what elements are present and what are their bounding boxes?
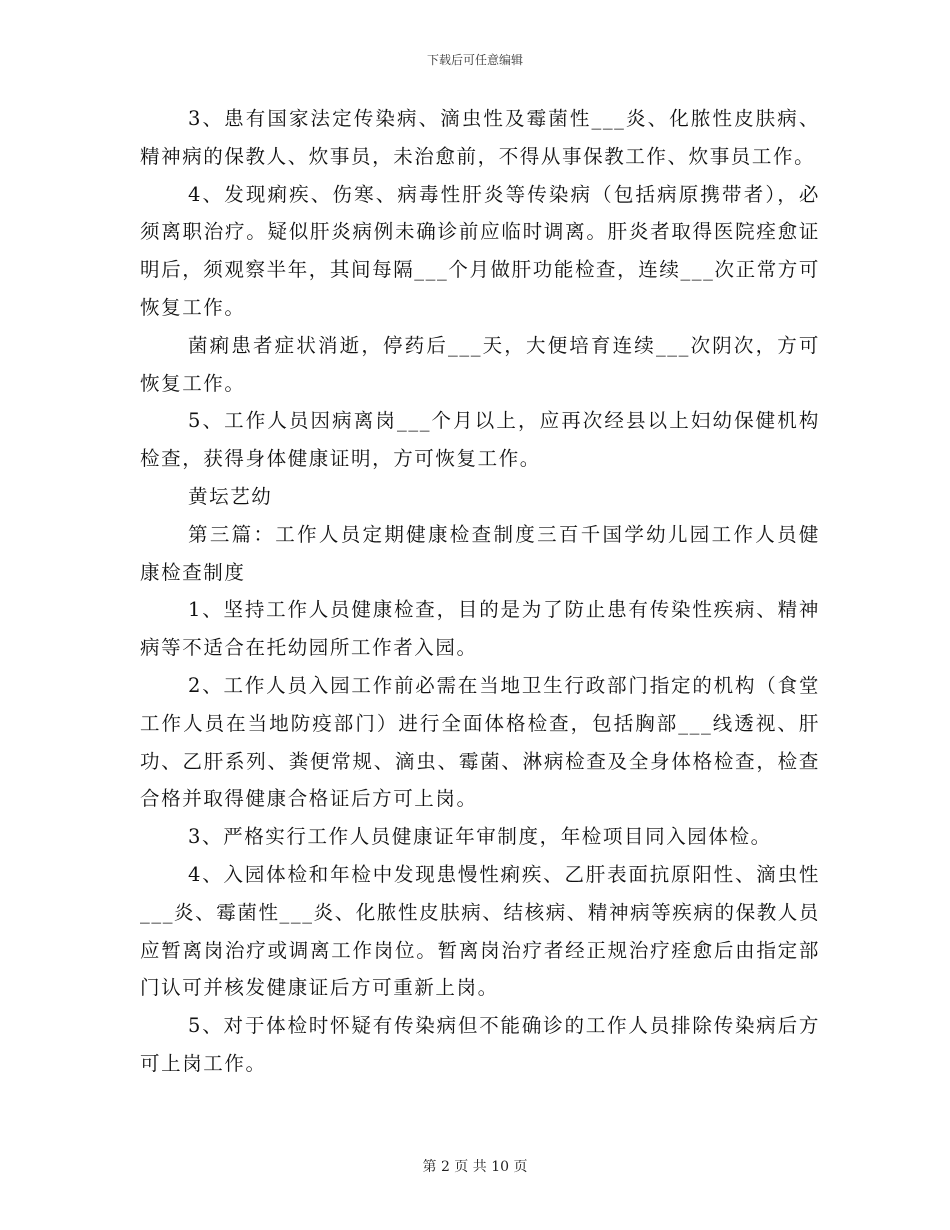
paragraph-dysentery: 菌痢患者症状消逝，停药后___天，大便培育连续___次阴次，方可恢复工作。 <box>140 333 820 395</box>
paragraph-5-sick-leave: 5、工作人员因病离岗___个月以上，应再次经县以上妇幼保健机构检查，获得身体健康证明，方可恢复工作。 <box>140 409 820 471</box>
paragraph-1-health-check: 1、坚持工作人员健康检查，目的是为了防止患有传染性疾病、精神病等不适合在托幼园所工作者入园。 <box>140 598 820 660</box>
paragraph-3-infectious-disease: 3、患有国家法定传染病、滴虫性及霉菌性___炎、化脓性皮肤病、精神病的保教人、炊事员，未治愈前，不得从事保教工作、炊事员工作。 <box>140 107 820 168</box>
paragraph-3-annual-review: 3、严格实行工作人员健康证年审制度，年检项目同入园体检。 <box>188 825 772 849</box>
page-header: 下载后可任意编辑 <box>426 53 523 67</box>
signature-line: 黄坛艺幼 <box>188 484 273 508</box>
page-number: 第 2 页 共 10 页 <box>422 1159 528 1175</box>
paragraph-4-findings: 4、入园体检和年检中发现患慢性痢疾、乙肝表面抗原阳性、滴虫性___炎、霉菌性___炎、化脓性皮肤病、结核病、精神病等疾病的保教人员应暂离岗治疗或调离工作岗位。暂离岗治疗者经正规治疗痊愈后由指定部门认可并核发健康证后方可重新上岗。 <box>140 862 821 1000</box>
document-body <box>140 100 820 1083</box>
section-title: 第三篇：工作人员定期健康检查制度三百千国学幼儿园工作人员健康检查制度 <box>140 522 820 584</box>
paragraph-5-suspected-cases: 5、对于体检时怀疑有传染病但不能确诊的工作人员排除传染病后方可上岗工作。 <box>140 1014 820 1075</box>
paragraph-4-hepatitis: 4、发现痢疾、伤寒、病毒性肝炎等传染病（包括病原携带者），必须离职治疗。疑似肝炎病例未确诊前应临时调离。肝炎者取得医院痊愈证明后，须观察半年，其间每隔___个月做肝功能检查，连续___次正常方可恢复工作。 <box>140 182 821 319</box>
paragraph-2-pre-employment-exam: 2、工作人员入园工作前必需在当地卫生行政部门指定的机构（食堂工作人员在当地防疫部门）进行全面体格检查，包括胸部___线透视、肝功、乙肝系列、粪便常规、滴虫、霉菌、淋病检查及全身体格检查，检查合格并取得健康合格证后方可上岗。 <box>140 673 820 811</box>
